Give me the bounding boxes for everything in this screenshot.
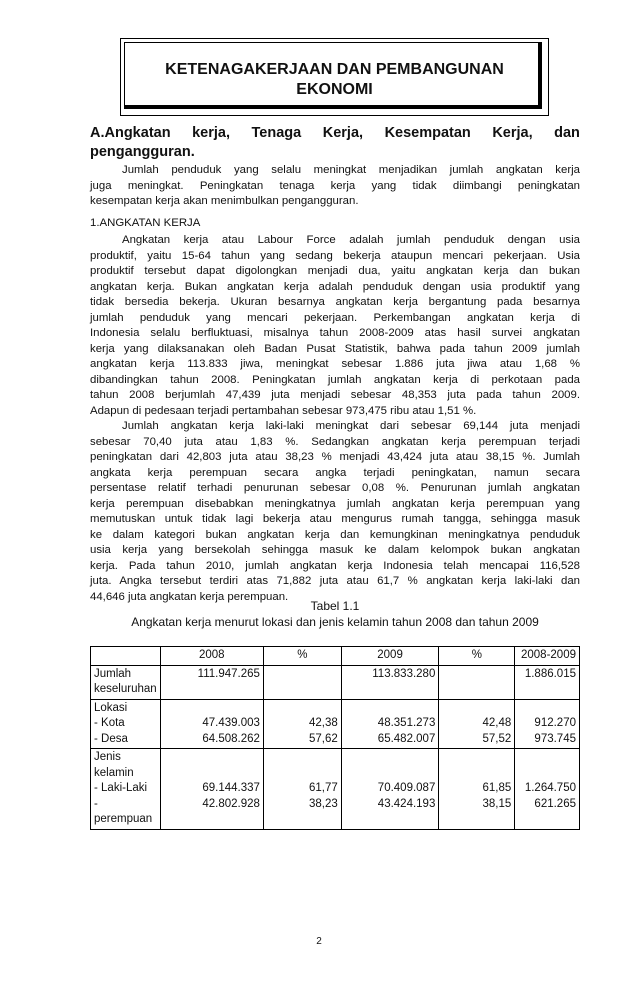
text-line: Indonesia selalu berfluktuasi, misalnya tahun 2008-2009 atas hasil survei angkatan	[90, 327, 580, 339]
heading-word: Kesempatan	[384, 125, 471, 141]
table-cell	[160, 749, 263, 830]
table-cell	[515, 699, 580, 749]
cell-value: 973.745	[534, 732, 576, 745]
cell-value: 48.351.273	[377, 717, 436, 729]
table-cell	[439, 749, 515, 830]
heading-word: A.Angkatan	[90, 125, 171, 141]
text-line: produktif tersebut dapat digolongkan menjadi dua, yaitu angkatan kerja dan bukan	[90, 265, 580, 277]
text-line: dibandingkan tahun 2008. Peningkatan jumlah angkatan kerja di perkotaan pada	[90, 373, 580, 386]
title-line-2: EKONOMI	[296, 81, 373, 98]
text-line: Jumlah angkatan kerja laki-laki meningkat dari sebesar 69,144 juta menjadi	[122, 420, 580, 432]
table-cell: 113.833.280	[341, 665, 439, 699]
label-line: keseluruhan	[94, 683, 157, 695]
text-line: produktif, yaitu 15-64 tahun yang sedang bekerja ataupun mencari pekerjaan. Usia	[90, 249, 580, 262]
text-line: sebesar 70,40 juta atau 1,83 %. Sedangkan angkatan kerja perempuan terjadi	[90, 435, 580, 448]
text-line: jumlah penduduk yang mencari pekerjaan. Perkembangan angkatan kerja di	[90, 311, 580, 324]
cell-value: 42,48	[482, 717, 512, 729]
table-cell	[263, 665, 341, 699]
table-caption-title: Tabel 1.1	[310, 599, 360, 613]
heading-word: Kerja,	[492, 125, 533, 141]
cell-value: 61,77	[308, 782, 338, 794]
cell-value: 42.802.928	[202, 797, 260, 810]
cell-value: 621.265	[534, 797, 576, 810]
cell-value: 1.264.750	[524, 782, 576, 794]
cell-value: 57,62	[308, 732, 338, 745]
label-line: Jumlah	[94, 667, 132, 680]
cell-value: 61,85	[482, 782, 512, 794]
cell-value: 57,52	[482, 732, 512, 745]
label-line: - Laki-Laki	[94, 782, 148, 794]
cell-value: 38,15	[482, 797, 512, 810]
header-cell: 2008	[160, 647, 263, 666]
table-row-total	[91, 665, 580, 699]
table-cell	[160, 699, 263, 749]
table-cell	[263, 749, 341, 830]
group-label: kelamin	[94, 766, 134, 779]
page-title	[121, 60, 548, 100]
heading-word: kerja,	[192, 125, 230, 141]
table-caption-subtitle: Angkatan kerja menurut lokasi dan jenis kelamin tahun 2008 dan tahun 2009	[131, 615, 539, 629]
row-label	[91, 665, 161, 699]
table-header-row	[91, 647, 580, 666]
table-cell: 1.886.015	[515, 665, 580, 699]
row-label	[91, 699, 161, 749]
text-line: kerja perempuan disebabkan meningkatnya jumlah angkatan kerja perempuan yang	[90, 497, 580, 510]
table-cell: 111.947.265	[160, 665, 263, 699]
label-line: - Desa	[94, 732, 128, 745]
section-a-heading-line-2: pengangguran.	[90, 144, 195, 160]
text-line: angkata kerja perempuan secara angka terjadi peningkatan, namun secara	[90, 466, 580, 479]
section-1-heading: 1.ANGKATAN KERJA	[90, 217, 201, 229]
table-cell	[263, 699, 341, 749]
cell-value: 69.144.337	[202, 782, 260, 794]
label-line: - perempuan	[94, 797, 153, 825]
header-cell: %	[439, 647, 515, 666]
table-cell	[341, 699, 439, 749]
text-line: ke dalam kategori bukan angkatan kerja dan kemungkinan meningkatnya penduduk	[90, 528, 580, 541]
text-line: persentase relatif terhadi penurunan sebesar 0,08 %. Penurunan jumlah angkatan	[90, 482, 580, 494]
text-line: angkatan kerja 113.833 jiwa, meningkat sebesar 1.886 juta jiwa atau 1,68 %	[90, 358, 580, 370]
cell-value: 912.270	[534, 717, 576, 729]
group-label: Lokasi	[94, 701, 128, 714]
section-a-paragraph	[90, 163, 580, 210]
cell-value: 64.508.262	[202, 732, 260, 745]
text-line: memutuskan untuk tidak lagi bekerja atau mengurus rumah tangga, sehingga masuk	[90, 513, 580, 525]
heading-word: dan	[554, 125, 580, 141]
text-line: kerja yang dilaksanakan oleh Badan Pusat Statistik, bahwa pada tahun 2009 jumlah	[90, 342, 580, 355]
header-cell: 2008-2009	[515, 647, 580, 666]
title-box	[120, 38, 549, 116]
header-cell	[91, 647, 161, 666]
text-line: usia kerja yang bersekolah sehingga masuk ke dalam kelompok bukan angkatan	[90, 544, 580, 556]
row-label	[91, 749, 161, 830]
header-cell: %	[263, 647, 341, 666]
heading-word: Tenaga	[251, 125, 302, 141]
cell-value: 42,38	[308, 717, 338, 729]
text-line: Jumlah penduduk yang selalu meningkat menjadikan jumlah angkatan kerja	[122, 164, 580, 176]
heading-word: Kerja,	[322, 125, 364, 141]
text-line: kerja. Pada tahun 2010, jumlah angkatan kerja Indonesia telah mencapai 116,528	[90, 559, 580, 572]
cell-value: 70.409.087	[377, 782, 436, 794]
group-label: Jenis	[94, 751, 121, 763]
section-1-paragraph-2	[90, 419, 580, 605]
data-table	[90, 646, 580, 830]
section-a-heading	[90, 124, 580, 162]
text-line: Adapun di pedesaan terjadi pertambahan sebesar 973,475 ribu atau 1,51 %.	[90, 404, 477, 417]
title-line-1: KETENAGAKERJAAN DAN PEMBANGUNAN	[165, 61, 504, 78]
cell-value: 65.482.007	[377, 732, 436, 745]
section-a-heading-line-1	[90, 124, 580, 143]
text-line: tahun 2008 berjumlah 47,439 juta menjadi sebesar 48,353 juta pada tahun 2009.	[90, 389, 580, 401]
cell-value: 38,23	[308, 797, 338, 810]
label-line: - Kota	[94, 717, 125, 729]
text-line: 44,646 juta angkatan kerja perempuan.	[90, 590, 289, 603]
text-line: angkatan kerja. Bukan angkatan kerja adalah penduduk dengan usia produktif yang	[90, 280, 580, 293]
table-cell	[515, 749, 580, 830]
table-cell	[341, 749, 439, 830]
text-line: Angkatan kerja atau Labour Force adalah jumlah penduduk dengan usia	[122, 234, 580, 246]
header-cell: 2009	[341, 647, 439, 666]
table-cell	[439, 699, 515, 749]
page-number: 2	[316, 936, 322, 947]
text-line: kesempatan kerja akan menimbulkan pengangguran.	[90, 195, 359, 207]
cell-value: 47.439.003	[202, 717, 260, 729]
text-line: tidak bersedia bekerja. Ukuran besarnya angkatan kerja bergantung pada besarnya	[90, 296, 580, 308]
table-row-kelamin	[91, 749, 580, 830]
text-line: juga meningkat. Peningkatan tenaga kerja yang tidak diimbangi peningkatan	[90, 179, 580, 192]
table-cell	[439, 665, 515, 699]
cell-value: 43.424.193	[377, 797, 436, 810]
table-row-lokasi	[91, 699, 580, 749]
text-line: peningkatan dari 42,803 juta atau 38,23 % menjadi 43,424 juta atau 38,15 %. Jumlah	[90, 451, 580, 463]
section-1-paragraph-1	[90, 233, 580, 419]
text-line: juta. Angka tersebut terdiri atas 71,882 juta atau 61,7 % angkatan kerja laki-laki dan	[90, 575, 580, 587]
